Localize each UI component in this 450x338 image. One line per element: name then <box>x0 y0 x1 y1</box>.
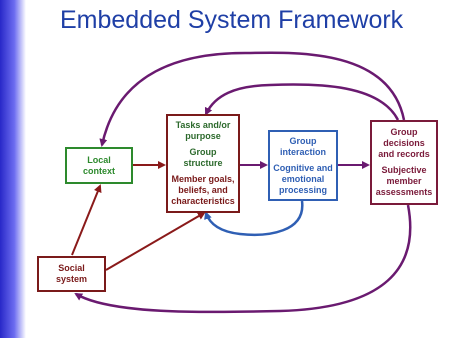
processing-line-2: emotional <box>281 173 325 184</box>
page-title: Embedded System Framework <box>60 6 404 34</box>
interaction-line-1: Group <box>289 135 317 146</box>
local-context-box <box>65 147 133 184</box>
social-system-line-2: system <box>55 274 88 284</box>
assessments-line-1: Subjective <box>381 165 427 175</box>
decisions-line-3: and records <box>378 149 430 159</box>
group-box <box>166 114 240 213</box>
processing-line-3: processing <box>278 184 327 195</box>
decisions-line-1: Group <box>390 127 418 137</box>
structure-line-2: structure <box>183 158 223 168</box>
assessments-line-3: assessments <box>375 187 433 197</box>
members-line-3: characteristics <box>171 196 235 206</box>
tasks-line-1: Tasks and/or <box>175 120 231 130</box>
interaction-line-2: interaction <box>279 146 326 157</box>
local-context-line-1: Local <box>87 154 111 165</box>
local-context-line-2: context <box>82 165 115 176</box>
arrow-social-to-local-context <box>72 186 100 255</box>
group-interaction-box <box>268 130 338 201</box>
decisions-line-2: decisions <box>383 138 425 148</box>
structure-line-1: Group <box>189 147 217 157</box>
arc-decisions-to-local-context <box>102 53 404 145</box>
social-system-line-1: Social <box>58 263 85 273</box>
processing-line-1: Cognitive and <box>273 162 333 173</box>
tasks-line-2: purpose <box>185 131 221 141</box>
members-line-2: beliefs, and <box>178 185 228 195</box>
arrow-social-to-group <box>106 213 204 270</box>
social-system-box <box>37 256 106 292</box>
group-decisions-box <box>370 120 438 205</box>
assessments-line-2: member <box>386 176 422 186</box>
members-line-1: Member goals, <box>171 174 235 184</box>
